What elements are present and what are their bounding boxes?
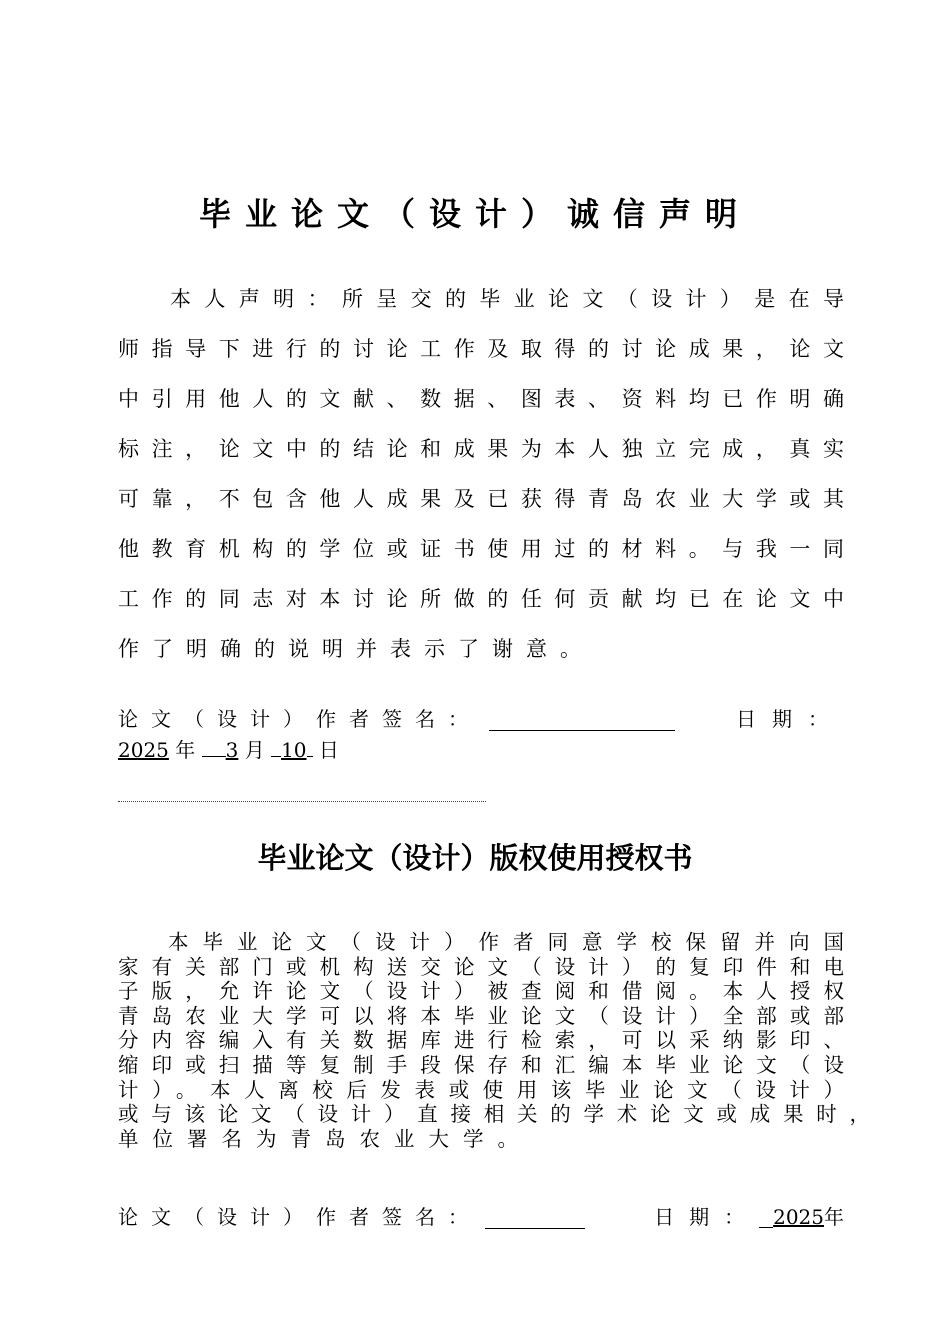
author-signature-field[interactable] [489,708,675,731]
declaration-line: 本人声明：所呈交的毕业论文（设计）是在导 [170,287,844,311]
month-char: 月 [244,738,265,762]
integrity-declaration-body [118,274,844,674]
declaration-signature-block [118,702,844,763]
year-char: 年 [824,1205,844,1229]
declaration-line: 作了明确的说明并表示了谢意。 [118,637,594,661]
authorization-line: 计）。本人离校后发表或使用该毕业论文（设计） [118,1077,844,1102]
declaration-line: 中引用他人的文献、数据、图表、资料均已作明确 [118,387,844,411]
declaration-line: 可靠，不包含他人成果及已获得青岛农业大学或其 [118,487,844,511]
authorization-line: 子版，允许论文（设计）被查阅和借阅。本人授权 [118,979,844,1004]
copyright-authorization-title: 毕业论文（设计）版权使用授权书 [257,841,693,875]
date-month-pad [202,736,226,757]
date-year[interactable]: 2025 [773,1205,824,1229]
copyright-authorization-body [118,930,870,1151]
authorization-signature-block [118,1200,844,1234]
date-month[interactable]: 3 [225,738,239,762]
declaration-line: 工作的同志对本讨论所做的任何贡献均已在论文中 [118,587,844,611]
day-char: 日 [318,738,339,762]
integrity-declaration-title: 毕业论文（设计）诚信声明 [198,195,751,233]
author-signature-field[interactable] [485,1206,585,1229]
date-day-pad-end [307,736,313,757]
author-signature-label: 论文（设计）作者签名： [118,1205,481,1229]
authorization-line: 本毕业论文（设计）作者同意学校保留并向国 [168,930,844,954]
date-year-pad [759,1207,773,1228]
declaration-line: 他教育机构的学位或证书使用过的材料。与我一同 [118,537,844,561]
author-signature-label: 论文（设计）作者签名： [118,707,481,731]
date-day-pad [271,736,281,757]
authorization-line: 缩印或扫描等复制手段保存和汇编本毕业论文（设 [118,1052,844,1077]
authorization-line: 青岛农业大学可以将本毕业论文（设计）全部或部 [118,1003,844,1028]
declaration-date [118,736,844,763]
declaration-line: 师指导下进行的讨论工作及取得的讨论成果，论文 [118,337,844,361]
date-label: 日期： [736,707,844,731]
section-divider [118,801,486,802]
year-char: 年 [175,738,196,762]
authorization-line: 单位署名为青岛农业大学。 [118,1126,532,1151]
authorization-line: 家有关部门或机构送交论文（设计）的复印件和电 [118,954,844,979]
declaration-line: 标注，论文中的结论和成果为本人独立完成，真实 [118,437,844,461]
date-label: 日期： [654,1205,760,1229]
authorization-line: 分内容编入有关数据库进行检索，可以采纳影印、 [118,1028,844,1053]
date-year[interactable]: 2025 [118,738,169,762]
date-day[interactable]: 10 [281,738,307,762]
authorization-line: 或与该论文（设计）直接相关的学术论文或成果时， [118,1102,870,1127]
